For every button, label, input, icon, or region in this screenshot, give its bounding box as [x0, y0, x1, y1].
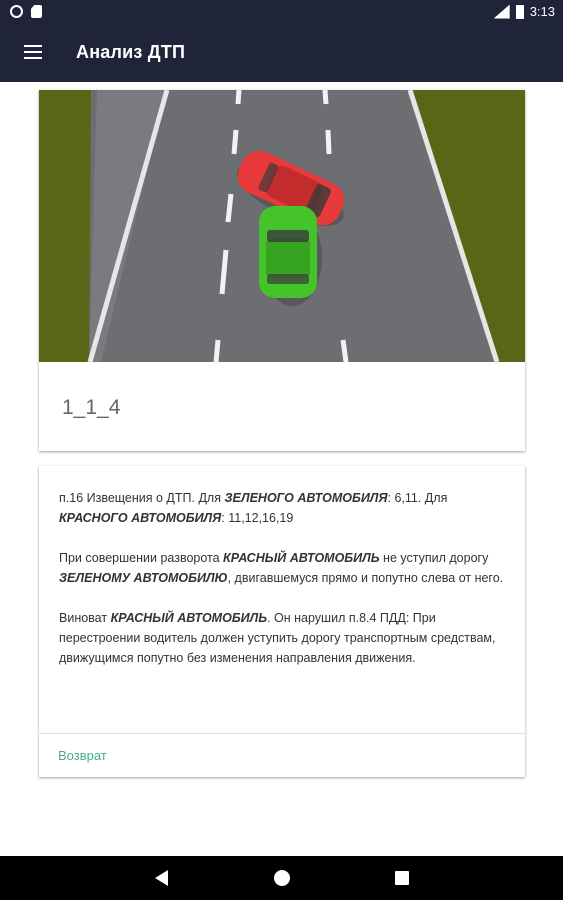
description-paragraph: При совершении разворота КРАСНЫЙ АВТОМОБИЛЬ не уступил дорогу ЗЕЛЕНОМУ АВТОМОБИЛЮ, двигавшемуся прямо и попутно слева от него.	[59, 551, 504, 585]
back-triangle-icon[interactable]	[155, 870, 168, 886]
notification-icon	[10, 5, 23, 18]
scenario-id: 1_1_4	[62, 396, 121, 419]
menu-icon[interactable]	[24, 45, 42, 59]
scene-card	[39, 90, 525, 451]
verdict-paragraph: Виноват КРАСНЫЙ АВТОМОБИЛЬ. Он нарушил п.8.4 ПДД: При перестроении водитель должен уступить дорогу транспортным средствам, движущимся попутно без изменения направления движения.	[59, 611, 496, 665]
status-time: 3:13	[529, 4, 555, 19]
analysis-text	[39, 466, 525, 668]
page-title: Анализ ДТП	[76, 42, 186, 62]
green-car	[259, 206, 322, 306]
card-footer	[39, 733, 525, 777]
notice-paragraph: п.16 Извещения о ДТП. Для ЗЕЛЕНОГО АВТОМОБИЛЯ: 6,11. Для КРАСНОГО АВТОМОБИЛЯ: 11,12,16,19	[59, 491, 448, 525]
home-circle-icon[interactable]	[274, 870, 290, 886]
app-bar	[0, 24, 563, 82]
recents-square-icon[interactable]	[395, 871, 409, 885]
system-nav-bar	[0, 856, 563, 900]
analysis-card	[39, 466, 525, 777]
accident-scene-image	[39, 90, 525, 362]
back-link[interactable]: Возврат	[58, 748, 107, 763]
status-bar	[0, 0, 563, 24]
signal-icon	[494, 5, 510, 19]
battery-icon	[516, 5, 524, 19]
sd-card-icon	[31, 5, 42, 18]
